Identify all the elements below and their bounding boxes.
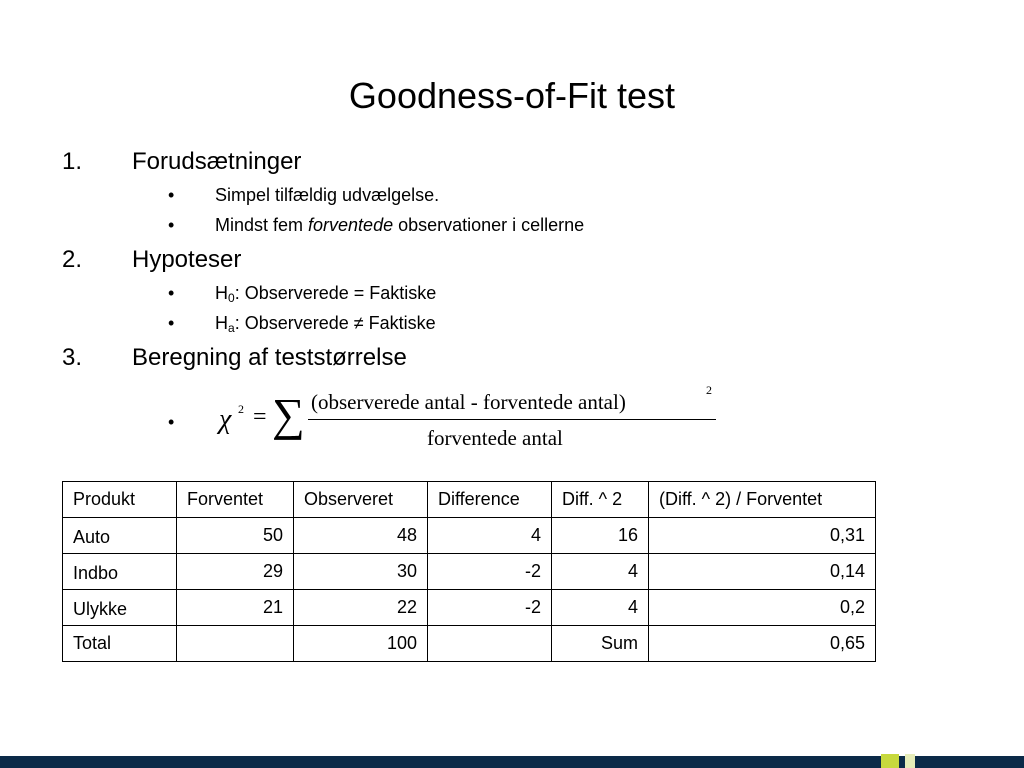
table-header-row	[63, 482, 876, 518]
table-cell: Total	[63, 626, 177, 662]
slide-title: Goodness-of-Fit test	[348, 75, 676, 116]
bullet-text	[215, 214, 584, 236]
bullet-text-part: observationer i cellerne	[393, 215, 585, 235]
table-cell	[177, 626, 294, 662]
bullet-item-ha	[168, 312, 768, 334]
table-cell: 21	[177, 590, 294, 626]
list-label: Hypoteser	[132, 246, 242, 273]
bullet-item	[168, 184, 768, 206]
formula-equals: =	[253, 404, 267, 430]
table-cell: Indbo	[63, 554, 177, 590]
table-cell: Sum	[552, 626, 649, 662]
table-cell: -2	[428, 590, 552, 626]
bullet-item-h0	[168, 282, 768, 304]
bullet-dot: •	[168, 412, 175, 432]
table-header: Produkt	[63, 482, 177, 518]
list-label: Beregning af teststørrelse	[132, 344, 407, 371]
bullet-text: Simpel tilfældig udvælgelse.	[215, 185, 440, 205]
footer-accent-square-light	[905, 754, 915, 768]
table-cell: 22	[294, 590, 428, 626]
list-item-assumptions	[62, 148, 562, 176]
formula-numerator-exponent: 2	[706, 383, 712, 397]
formula-denominator: forventede antal	[427, 426, 563, 450]
bullet-text	[215, 312, 436, 334]
bullet-dot: •	[168, 313, 175, 333]
table-cell: 4	[552, 590, 649, 626]
hypothesis-text: : Observerede ≠ Faktiske	[234, 313, 436, 333]
table-cell: 0,2	[649, 590, 876, 626]
footer-accent-square	[881, 754, 899, 768]
list-number: 1.	[62, 148, 83, 175]
table-cell	[428, 626, 552, 662]
bullet-text	[215, 282, 436, 304]
table-header: Observeret	[294, 482, 428, 518]
table-cell: 16	[552, 518, 649, 554]
table-cell: 30	[294, 554, 428, 590]
table-cell: 4	[428, 518, 552, 554]
list-item-hypotheses	[62, 246, 562, 274]
table-header: Difference	[428, 482, 552, 518]
table-row	[63, 554, 876, 590]
results-table	[62, 481, 876, 662]
table-cell: 29	[177, 554, 294, 590]
bullet-item-formula	[168, 411, 198, 433]
table-cell: 4	[552, 554, 649, 590]
bullet-item	[168, 214, 868, 236]
table-cell: 0,65	[649, 626, 876, 662]
table-row-total	[63, 626, 876, 662]
hypothesis-subscript: a	[228, 321, 235, 335]
table-header: (Diff. ^ 2) / Forventet	[649, 482, 876, 518]
footer-bar	[0, 756, 1024, 768]
table-cell: 48	[294, 518, 428, 554]
bullet-dot: •	[168, 283, 175, 303]
table-row	[63, 518, 876, 554]
list-number: 3.	[62, 344, 83, 371]
table-cell: Auto	[63, 518, 177, 554]
formula-numerator: (observerede antal - forventede antal)	[311, 390, 626, 414]
table-cell: 0,31	[649, 518, 876, 554]
table-cell: 0,14	[649, 554, 876, 590]
list-item-calculation	[62, 344, 662, 372]
formula-chi: χ	[219, 404, 232, 435]
hypothesis-subscript: 0	[228, 291, 235, 305]
fraction-bar	[308, 419, 716, 420]
bullet-text-emphasis: forventede	[308, 215, 394, 235]
hypothesis-text: : Observerede = Faktiske	[234, 283, 437, 303]
table-cell: 50	[177, 518, 294, 554]
bullet-dot: •	[168, 215, 175, 235]
list-label: Forudsætninger	[132, 148, 302, 175]
hypothesis-letter: H	[215, 283, 228, 303]
list-number: 2.	[62, 246, 83, 273]
table-cell: 100	[294, 626, 428, 662]
hypothesis-letter: H	[215, 313, 228, 333]
bullet-dot: •	[168, 185, 175, 205]
table-header: Diff. ^ 2	[552, 482, 649, 518]
table-cell: Ulykke	[63, 590, 177, 626]
table-cell: -2	[428, 554, 552, 590]
bullet-text-part: Mindst fem	[215, 215, 309, 235]
table-header: Forventet	[177, 482, 294, 518]
sigma-icon: ∑	[272, 389, 305, 440]
table-row	[63, 590, 876, 626]
formula-exponent: 2	[238, 402, 244, 416]
